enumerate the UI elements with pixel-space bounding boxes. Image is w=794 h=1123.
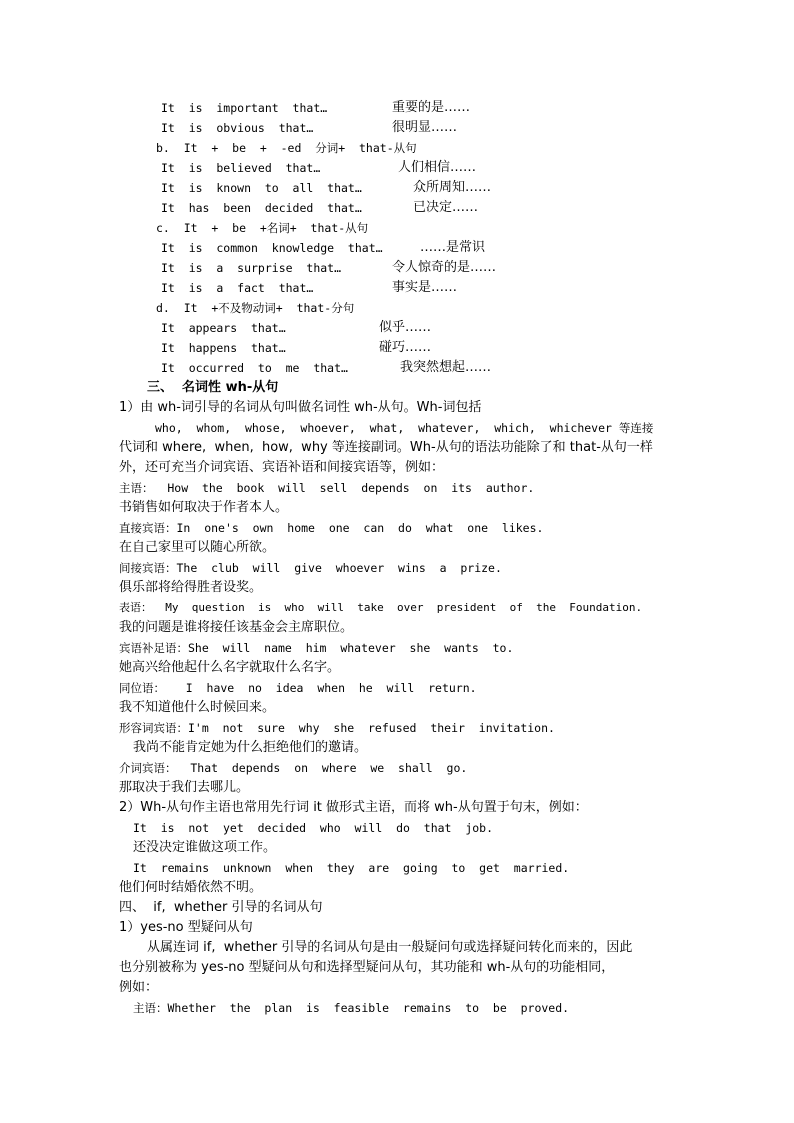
example-line: 介词宾语： That depends on where we shall go. (119, 761, 468, 775)
paragraph-line: 2）Wh-从句作主语也常用先行词 it 做形式主语，而将 wh-从句置于句末，例如： (119, 800, 588, 815)
example-line: It appears that… (161, 321, 286, 335)
example-translation: 很明显…… (392, 120, 458, 135)
pattern-heading: c. It + be +名词+ that-从句 (156, 221, 369, 235)
example-translation: 书销售如何取决于作者本人。 (119, 500, 289, 515)
example-line: It is a fact that… (161, 281, 314, 295)
paragraph-line: 从属连词 if, whether 引导的名词从句是由一般疑问句或选择疑问转化而来的，因此 (147, 940, 633, 955)
example-translation: 俱乐部将给得胜者设奖。 (119, 580, 263, 595)
example-line: It happens that… (161, 341, 286, 355)
paragraph-line: who, whom, whose, whoever, what, whatever, which, whichever 等连接 (155, 421, 654, 435)
example-line: 表语： My question is who will take over president of the Foundation. (119, 601, 643, 614)
example-translation: 在自己家里可以随心所欲。 (119, 540, 276, 555)
example-translation: 我尚不能肯定她为什么拒绝他们的邀请。 (133, 740, 368, 755)
example-translation: 事实是…… (392, 280, 458, 295)
example-translation: 我突然想起…… (400, 360, 492, 375)
paragraph-line: 也分别被称为 yes-no 型疑问从句和选择型疑问从句，其功能和 wh-从句的功能相同， (119, 960, 615, 975)
pattern-heading: d. It +不及物动词+ that-分句 (156, 301, 355, 315)
example-translation: 似乎…… (379, 320, 432, 335)
example-line: It is believed that… (161, 161, 321, 175)
example-translation: 我不知道他什么时候回来。 (119, 700, 276, 715)
example-translation: 重要的是…… (392, 100, 471, 115)
paragraph-line: 1）由 wh-词引导的名词从句叫做名词性 wh-从句。Wh-词包括 (119, 400, 482, 415)
example-translation: 碰巧…… (379, 340, 432, 355)
example-line: It is known to all that… (161, 181, 362, 195)
example-line: It is common knowledge that… (161, 241, 383, 255)
paragraph-line: 例如： (119, 980, 159, 995)
subsection-heading: 1）yes-no 型疑问从句 (119, 920, 253, 935)
example-line: 直接宾语：In one's own home one can do what one likes. (119, 521, 544, 535)
example-line: 间接宾语：The club will give whoever wins a prize. (119, 561, 502, 575)
example-line: 主语： How the book will sell depends on its author. (119, 481, 535, 495)
example-translation: 他们何时结婚依然不明。 (119, 880, 263, 895)
paragraph-line: 代词和 where, when, how, why 等连接副词。Wh-从句的语法功能除了和 that-从句一样 (119, 440, 653, 455)
example-line: It is important that… (161, 101, 328, 115)
example-line: 同位语： I have no idea when he will return. (119, 681, 477, 695)
example-translation: 我的问题是谁将接任该基金会主席职位。 (119, 620, 354, 635)
example-line: 主语：Whether the plan is feasible remains to be proved. (133, 1001, 570, 1015)
example-line: It has been decided that… (161, 201, 362, 215)
example-translation: 令人惊奇的是…… (392, 260, 497, 275)
example-translation: 还没决定谁做这项工作。 (133, 840, 277, 855)
example-line: 宾语补足语：She will name him whatever she wants to. (119, 641, 514, 655)
pattern-heading: b. It + be + -ed 分词+ that-从句 (156, 141, 417, 155)
example-translation: 她高兴给他起什么名字就取什么名字。 (119, 660, 341, 675)
example-line: It is not yet decided who will do that job. (133, 821, 494, 835)
example-translation: 那取决于我们去哪儿。 (119, 780, 250, 795)
example-translation: 众所周知…… (413, 180, 492, 195)
section-heading: 四、 if, whether 引导的名词从句 (119, 900, 323, 915)
example-translation: 已决定…… (413, 200, 479, 215)
paragraph-line: 外，还可充当介词宾语、宾语补语和间接宾语等，例如： (119, 460, 445, 475)
example-translation: ……是常识 (420, 240, 486, 255)
example-line: It is a surprise that… (161, 261, 342, 275)
example-line: It remains unknown when they are going to get married. (133, 861, 570, 875)
example-line: It is obvious that… (161, 121, 314, 135)
example-line: It occurred to me that… (161, 361, 348, 375)
example-translation: 人们相信…… (398, 160, 477, 175)
section-heading: 三、 名词性 wh-从句 (147, 380, 279, 395)
example-line: 形容词宾语：I'm not sure why she refused their invitation. (119, 721, 555, 735)
